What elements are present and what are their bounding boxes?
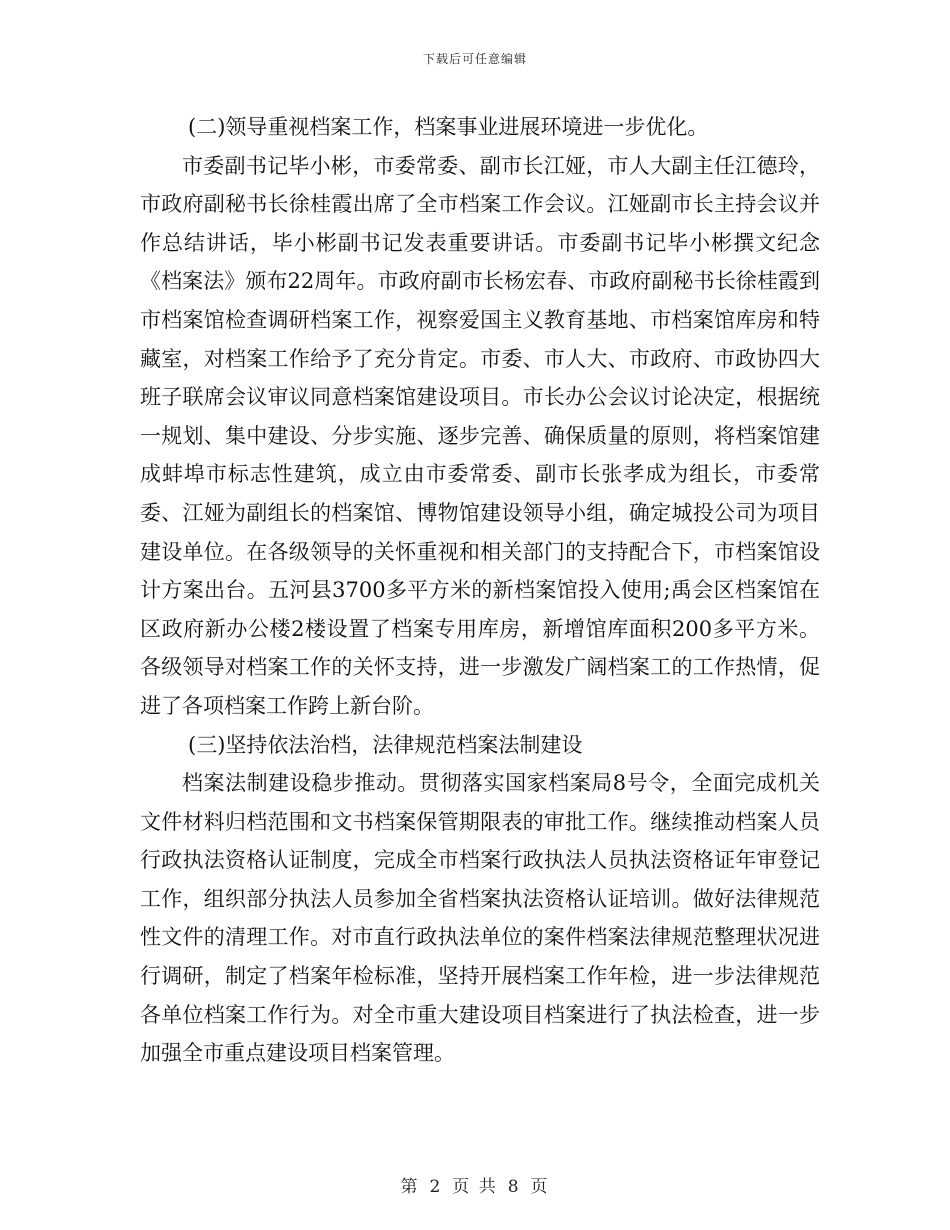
section-heading-3: (三)坚持依法治档，法律规范档案法制建设: [188, 732, 583, 757]
section-paragraph-3: 档案法制建设稳步推动。贯彻落实国家档案局8号令，全面完成机关文件材料归档范围和文书档案保管期限表的审批工作。继续推动档案人员行政执法资格认证制度，完成全市档案行政执法人员执法资格证年审登记工作，组织部分执法人员参加全省档案执法资格认证培训。做好法律规范性文件的清理工作。对市直行政执法单位的案件档案法律规范整理状况进行调研，制定了档案年检标准，坚持开展档案工作年检，进一步法律规范各单位档案工作行为。对全市重大建设项目档案进行了执法检查，进一步加强全市重点建设项目档案管理。: [140, 771, 820, 1066]
footer-current-page: 2: [429, 1177, 443, 1197]
page-footer: [0, 1172, 950, 1197]
footer-total-pages: 8: [507, 1177, 521, 1197]
footer-middle: 页 共: [452, 1177, 498, 1197]
section-heading-2: (二)领导重视档案工作，档案事业进展环境进一步优化。: [188, 115, 709, 139]
section-paragraph-2: 市委副书记毕小彬，市委常委、副市长江娅，市人大副主任江德玲，市政府副秘书长徐桂霞出席了全市档案工作会议。江娅副市长主持会议并作总结讲话，毕小彬副书记发表重要讲话。市委副书记毕小彬撰文纪念《档案法》颁布22周年。市政府副市长杨宏春、市政府副秘书长徐桂霞到市档案馆检查调研档案工作，视察爱国主义教育基地、市档案馆库房和特藏室，对档案工作给予了充分肯定。市委、市人大、市政府、市政协四大班子联席会议审议同意档案馆建设项目。市长办公会议讨论决定，根据统一规划、集中建设、分步实施、逐步完善、确保质量的原则，将档案馆建成蚌埠市标志性建筑，成立由市委常委、副市长张孝成为组长，市委常委、江娅为副组长的档案馆、博物馆建设领导小组，确定城投公司为项目建设单位。在各级领导的关怀重视和相关部门的支持配合下，市档案馆设计方案出台。五河县3700多平方米的新档案馆投入使用;禹会区档案馆在区政府新办公楼2楼设置了档案专用库房，新增馆库面积200多平方米。各级领导对档案工作的关怀支持，进一步激发广阔档案工的工作热情，促进了各项档案工作跨上新台阶。: [140, 153, 820, 718]
header-note: 下载后可任意编辑: [422, 52, 527, 66]
footer-prefix: 第: [400, 1177, 420, 1197]
document-body: [140, 108, 820, 1073]
footer-suffix: 页: [530, 1177, 550, 1197]
